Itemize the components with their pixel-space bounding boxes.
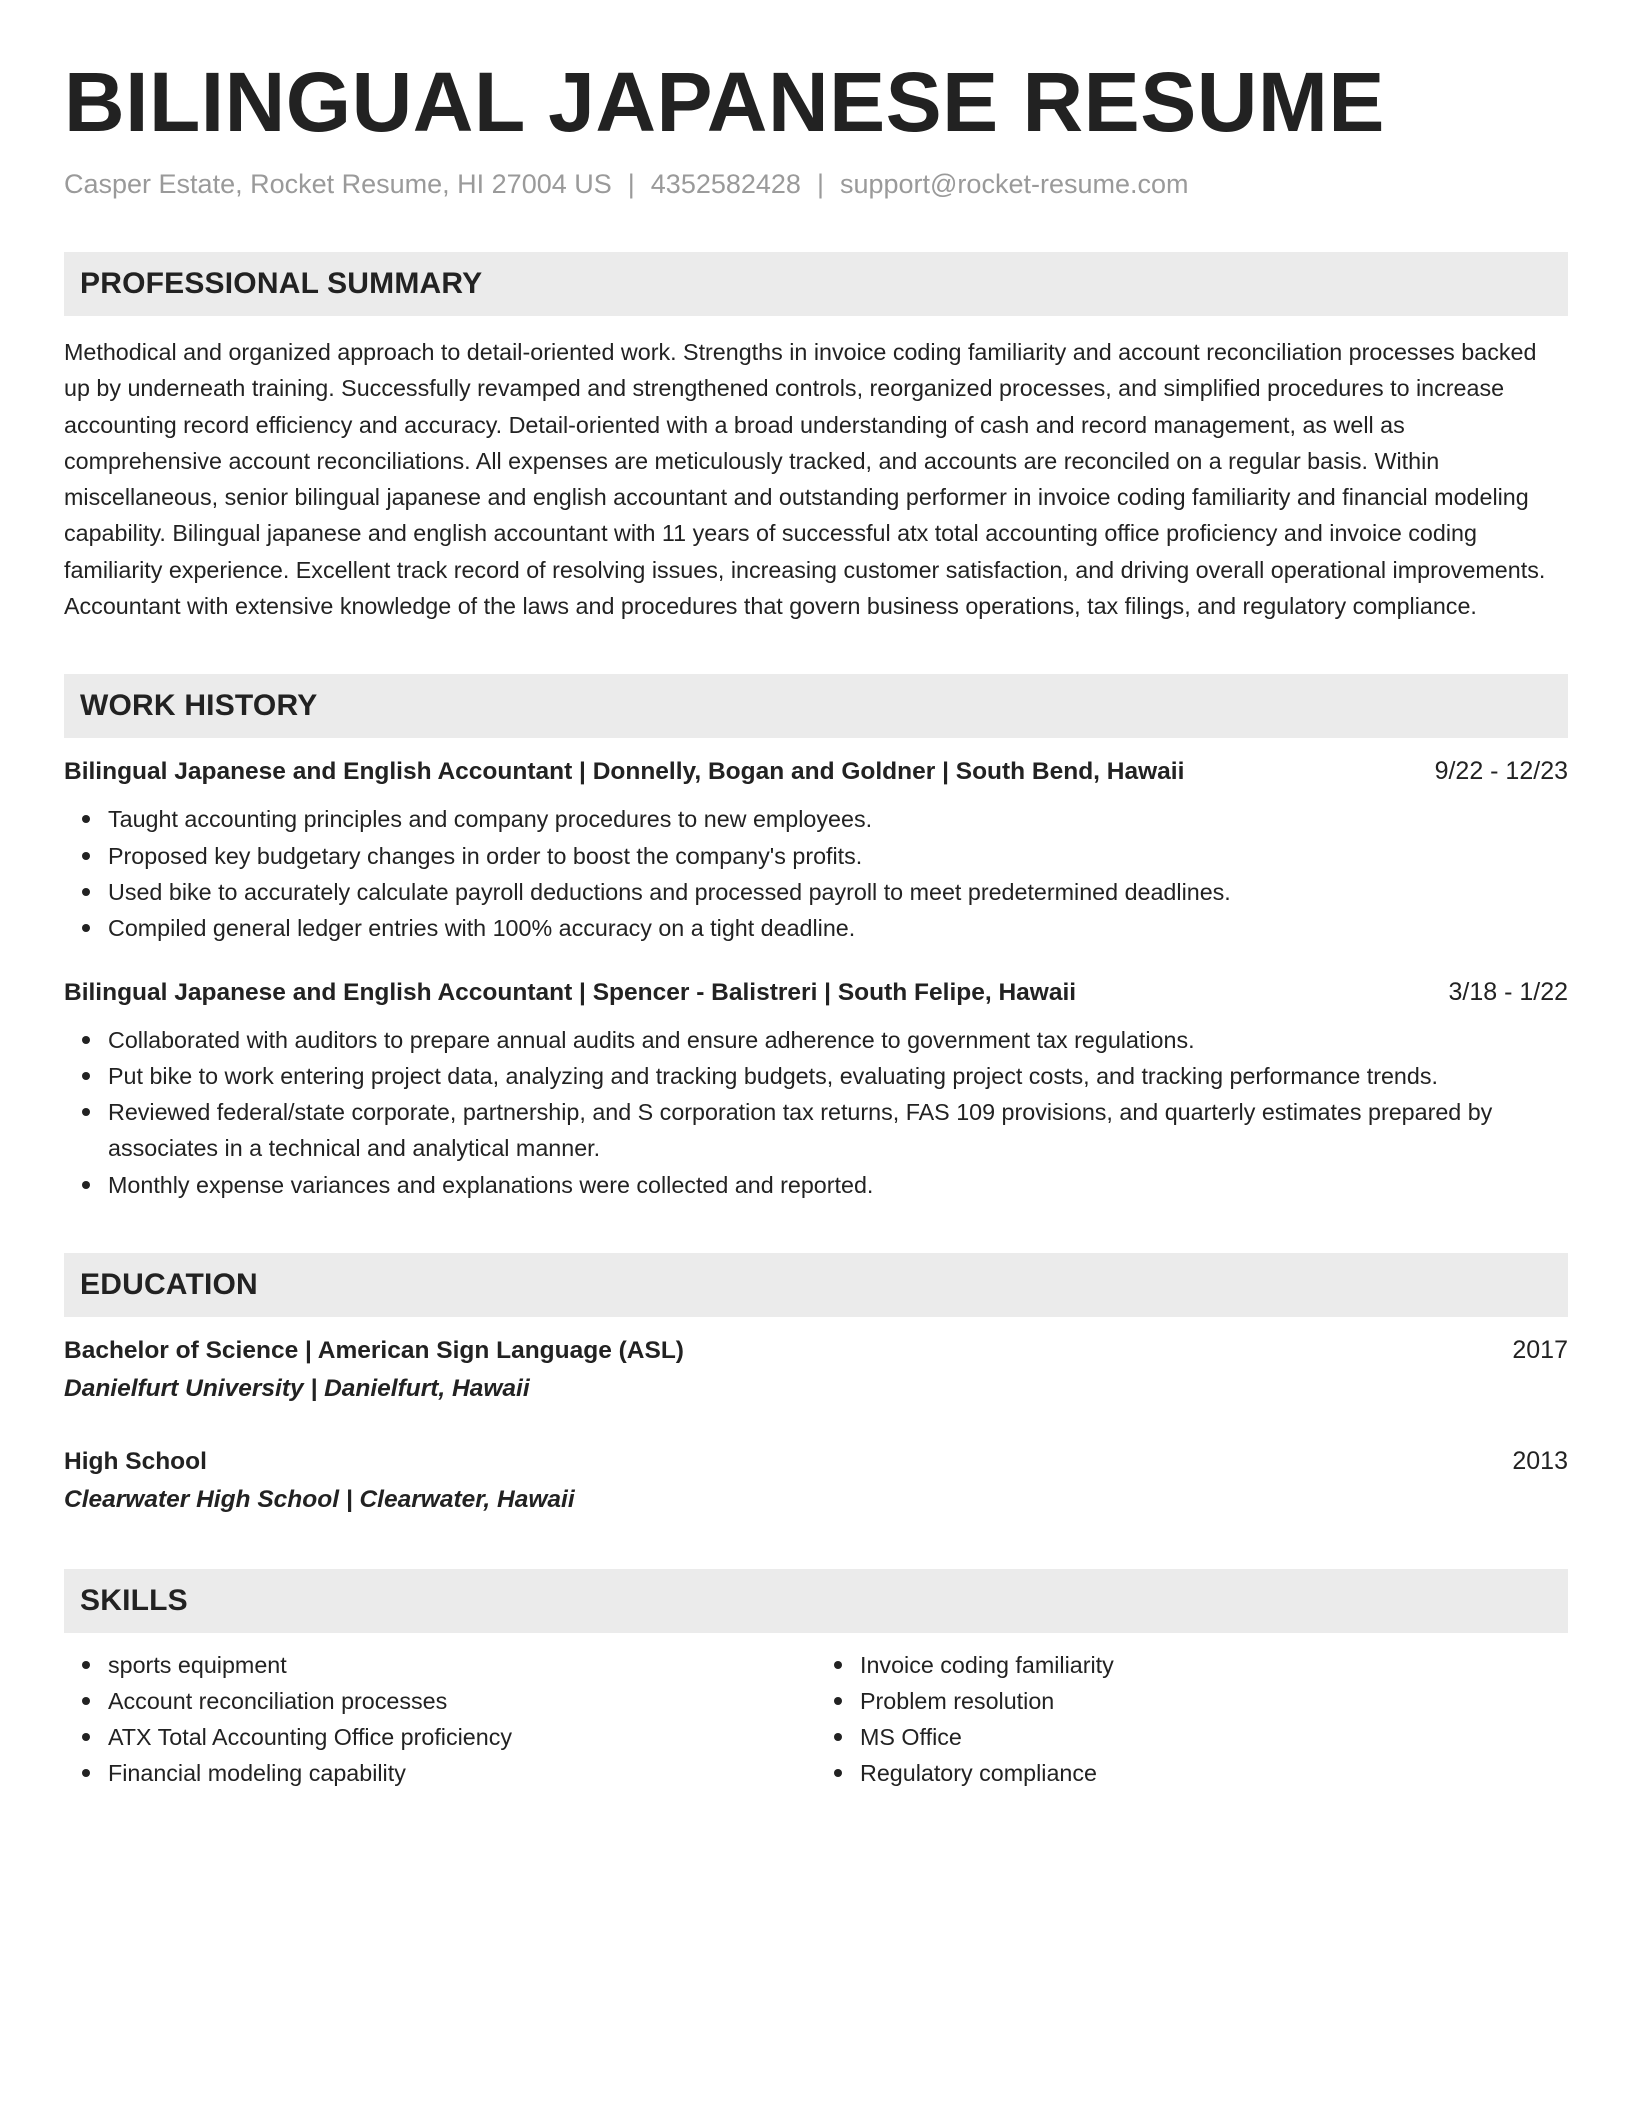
job-bullets [64, 801, 1568, 946]
section-header-work-history: WORK HISTORY [64, 674, 1568, 738]
job-bullet: Reviewed federal/state corporate, partnership, and S corporation tax returns, FAS 109 provisions, and quarterly estimates prepared by associates in a technical and analytical manner. [108, 1094, 1568, 1167]
job-title: Bilingual Japanese and English Accountant | Donnelly, Bogan and Goldner | South Bend, Hawaii [64, 758, 1185, 786]
education-degree: Bachelor of Science | American Sign Language (ASL) [64, 1337, 684, 1365]
job-header [64, 752, 1568, 791]
skill-item: Invoice coding familiarity [860, 1647, 1568, 1683]
education-entry [64, 1442, 1568, 1519]
education-header [64, 1442, 1568, 1481]
section-header-education: EDUCATION [64, 1253, 1568, 1317]
job-entry [64, 973, 1568, 1203]
education-degree: High School [64, 1448, 207, 1476]
contact-line [64, 166, 1568, 202]
summary-text: Methodical and organized approach to detail-oriented work. Strengths in invoice coding familiarity and account reconciliation processes backed up by underneath training. Successfully revamped and strengthened controls, reorganized processes, and simplified procedures to increase accounting record efficiency and accuracy. Detail-oriented with a broad understanding of cash and record management, as well as comprehensive account reconciliations. All expenses are meticulously tracked, and accounts are reconciled on a regular basis. Within miscellaneous, senior bilingual japanese and english accountant and outstanding performer in invoice coding familiarity and financial modeling capability. Bilingual japanese and english accountant with 11 years of successful atx total accounting office proficiency and invoice coding familiarity experience. Excellent track record of resolving issues, increasing customer satisfaction, and driving overall operational improvements. Accountant with extensive knowledge of the laws and procedures that govern business operations, tax filings, and regulatory compliance. [64, 339, 1546, 620]
education-year: 2017 [1512, 1336, 1568, 1365]
skills-column-left [64, 1647, 816, 1791]
education-school: Danielfurt University | Danielfurt, Hawaii [64, 1375, 530, 1403]
contact-email: support@rocket-resume.com [839, 169, 1189, 199]
education-year: 2013 [1512, 1447, 1568, 1476]
job-bullet: Compiled general ledger entries with 100% accuracy on a tight deadline. [108, 910, 1568, 946]
job-bullet: Used bike to accurately calculate payroll deductions and processed payroll to meet predetermined deadlines. [108, 874, 1568, 910]
resume-page [64, 52, 1568, 1791]
skills-column-right [816, 1647, 1568, 1791]
skill-item: ATX Total Accounting Office proficiency [108, 1719, 816, 1755]
education-header [64, 1331, 1568, 1370]
job-bullet: Monthly expense variances and explanations were collected and reported. [108, 1167, 1568, 1203]
skill-item: Account reconciliation processes [108, 1683, 816, 1719]
skills-list [64, 1647, 1568, 1791]
job-header [64, 973, 1568, 1012]
skill-item: Financial modeling capability [108, 1755, 816, 1791]
job-dates: 3/18 - 1/22 [1448, 977, 1568, 1006]
contact-separator: | [627, 169, 635, 199]
job-dates: 9/22 - 12/23 [1434, 757, 1568, 786]
skill-item: Regulatory compliance [860, 1755, 1568, 1791]
skill-item: sports equipment [108, 1647, 816, 1683]
job-bullet: Collaborated with auditors to prepare annual audits and ensure adherence to government tax regulations. [108, 1022, 1568, 1058]
section-header-summary: PROFESSIONAL SUMMARY [64, 252, 1568, 316]
job-title: Bilingual Japanese and English Accountant | Spencer - Balistreri | South Felipe, Hawaii [64, 978, 1077, 1006]
education-entry [64, 1331, 1568, 1408]
contact-phone: 4352582428 [650, 169, 801, 199]
job-bullet: Taught accounting principles and company procedures to new employees. [108, 801, 1568, 837]
job-bullet: Proposed key budgetary changes in order to boost the company's profits. [108, 838, 1568, 874]
job-entry [64, 752, 1568, 946]
section-header-skills: SKILLS [64, 1569, 1568, 1633]
skill-item: MS Office [860, 1719, 1568, 1755]
resume-title: BILINGUAL JAPANESE RESUME [64, 55, 1385, 149]
job-bullets [64, 1022, 1568, 1203]
contact-address: Casper Estate, Rocket Resume, HI 27004 US [64, 169, 612, 199]
job-bullet: Put bike to work entering project data, analyzing and tracking budgets, evaluating project costs, and tracking performance trends. [108, 1058, 1568, 1094]
education-school: Clearwater High School | Clearwater, Hawaii [64, 1486, 575, 1514]
skill-item: Problem resolution [860, 1683, 1568, 1719]
contact-separator: | [816, 169, 824, 199]
